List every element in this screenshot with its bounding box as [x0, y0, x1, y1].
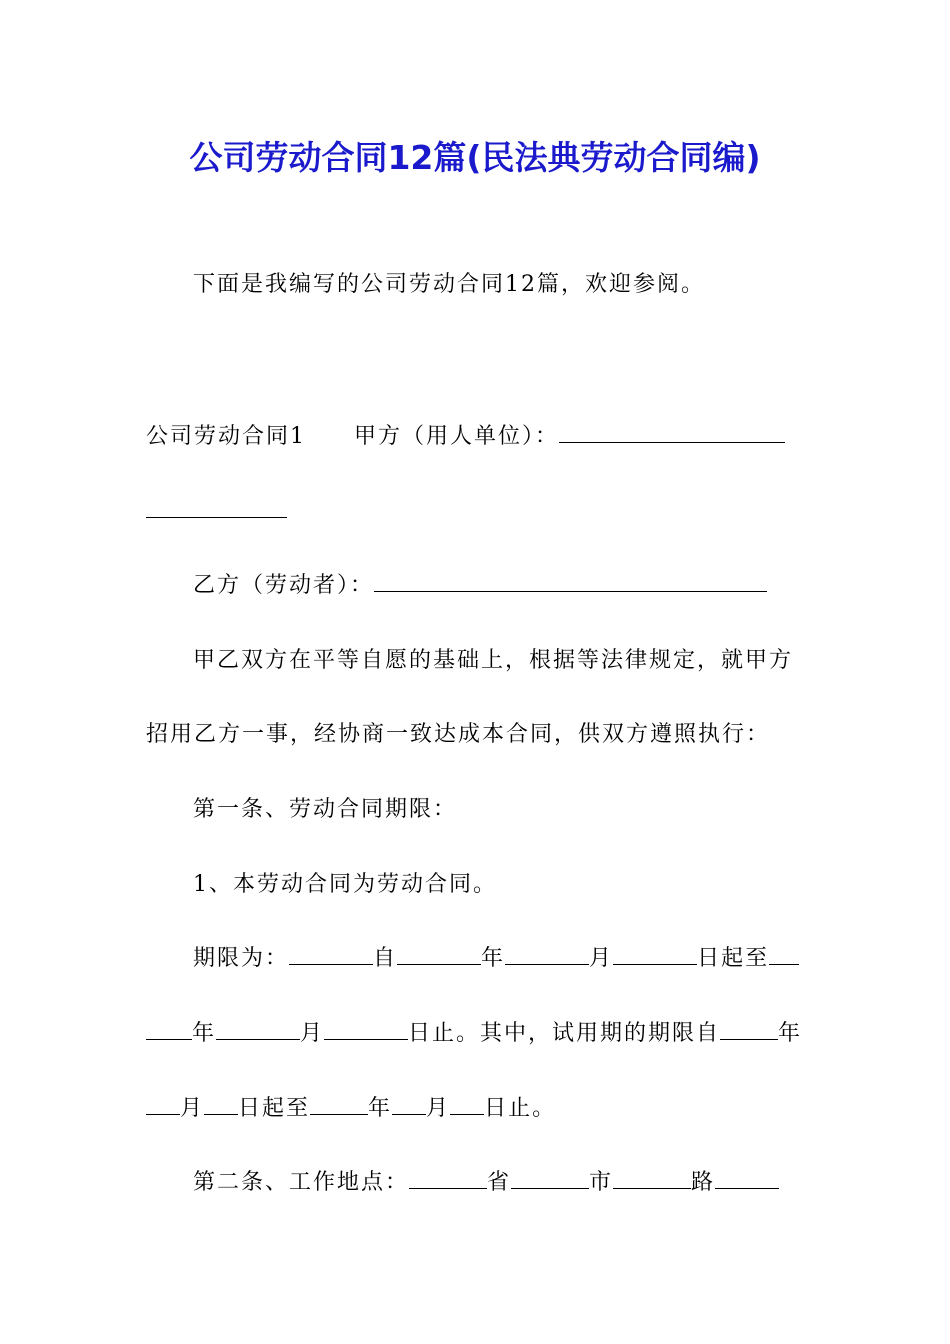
term-word: 年: [778, 1021, 803, 1046]
address-word: 市: [589, 1170, 614, 1195]
term-word: 月: [300, 1021, 325, 1046]
term-blank: [613, 944, 697, 965]
party-b-label: 乙方（劳动者）：: [193, 573, 375, 598]
term-line-2: [146, 1019, 802, 1049]
term-blank: [720, 1019, 778, 1040]
party-a-blank-continued: [146, 497, 287, 527]
term-word: 自: [373, 946, 398, 971]
term-blank: [324, 1019, 408, 1040]
article-2-label: 第二条、工作地点：: [193, 1170, 410, 1195]
term-word: 年: [368, 1096, 393, 1121]
paragraph-line: 招用乙方一事，经协商一致达成本合同，供双方遵照执行：: [146, 722, 771, 747]
term-blank: [289, 944, 373, 965]
party-a-blank-2: [146, 497, 287, 518]
article-1-item-1: 1、本劳动合同为劳动合同。: [193, 872, 497, 897]
address-blank: [409, 1168, 487, 1189]
term-word: 月: [180, 1096, 205, 1121]
party-a-line: [146, 422, 785, 452]
term-word: 日起至: [238, 1096, 311, 1121]
article-1-title: 第一条、劳动合同期限：: [193, 797, 458, 822]
term-blank: [216, 1019, 300, 1040]
term-blank: [310, 1094, 368, 1115]
term-blank: [204, 1094, 238, 1115]
party-b-line: [193, 571, 767, 601]
term-blank: [146, 1019, 192, 1040]
party-b-blank: [374, 571, 767, 592]
term-word: 日止。其中，试用期的期限自: [408, 1021, 721, 1046]
term-word: 日起至: [697, 946, 770, 971]
party-a-label: 甲方（用人单位）：: [354, 424, 560, 449]
address-blank: [511, 1168, 589, 1189]
term-word: 年: [192, 1021, 217, 1046]
intro-text: 下面是我编写的公司劳动合同12篇，欢迎参阅。: [193, 272, 705, 297]
party-a-blank: [559, 422, 785, 443]
address-blank: [715, 1168, 779, 1189]
address-blank: [613, 1168, 691, 1189]
term-blank: [769, 944, 799, 965]
document-title: 公司劳动合同12篇(民法典劳动合同编): [189, 138, 761, 177]
term-blank: [392, 1094, 426, 1115]
term-blank: [397, 944, 481, 965]
article-2-line: [193, 1168, 779, 1198]
paragraph-line: 甲乙双方在平等自愿的基础上，根据等法律规定，就甲方: [193, 648, 794, 673]
term-blank: [505, 944, 589, 965]
term-blank: [450, 1094, 484, 1115]
address-word: 省: [487, 1170, 512, 1195]
address-word: 路: [691, 1170, 716, 1195]
contract-heading: 公司劳动合同1: [146, 424, 306, 449]
term-word: 年: [481, 946, 506, 971]
term-line-1: [193, 944, 799, 974]
term-word: 月: [589, 946, 614, 971]
term-line-3: [146, 1094, 556, 1124]
term-blank: [146, 1094, 180, 1115]
term-label: 期限为：: [193, 946, 290, 971]
term-word: 月: [426, 1096, 451, 1121]
term-word: 日止。: [484, 1096, 557, 1121]
